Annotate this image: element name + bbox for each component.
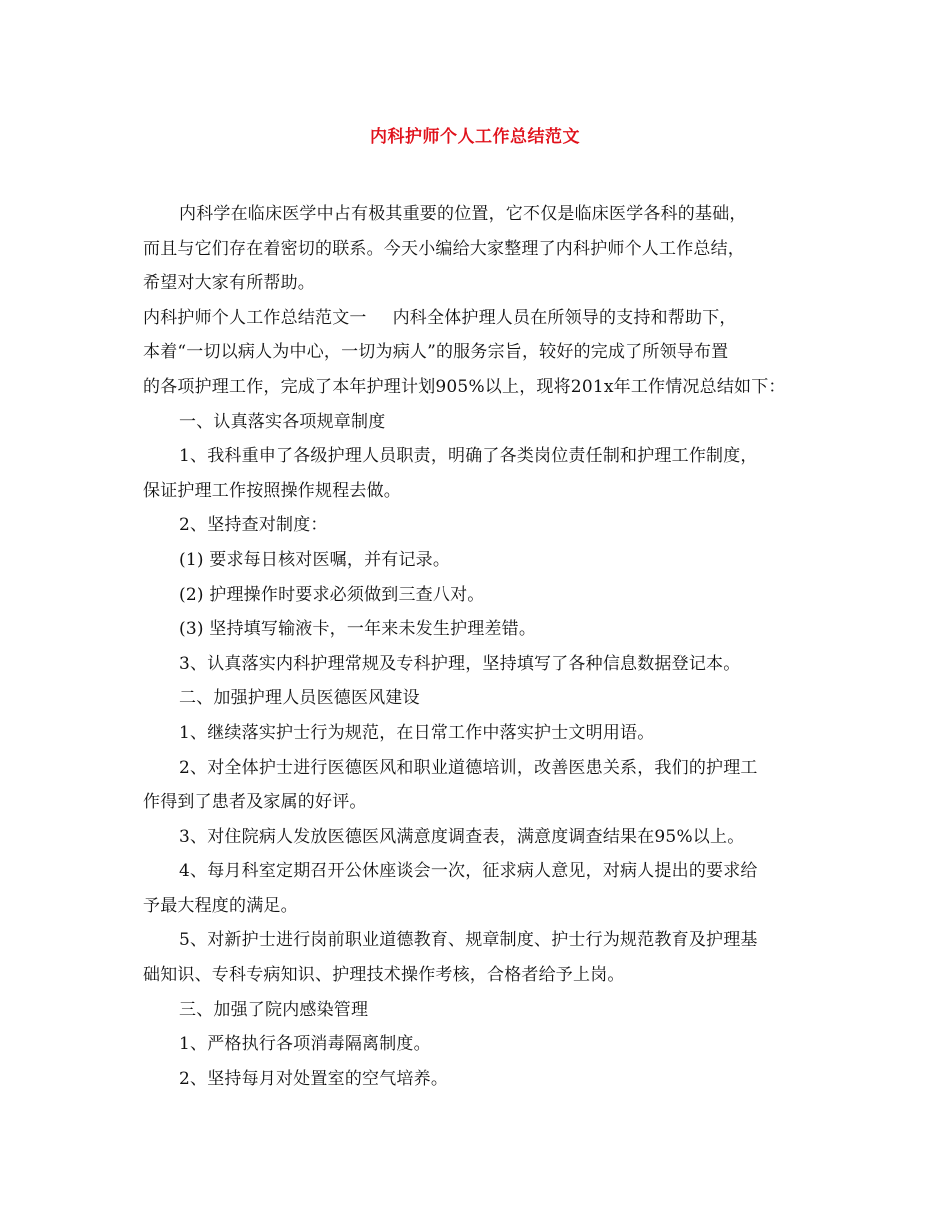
intro-line-1: 内科学在临床医学中占有极其重要的位置，它不仅是临床医学各科的基础， [179,204,747,224]
section-heading: 二、加强护理人员医德医风建设 [179,688,420,709]
subtitle-text: 内科护师个人工作总结范文一 [143,307,367,328]
list-item-continuation: 作得到了患者及家属的好评。 [143,792,367,813]
intro-line-3: 希望对大家有所帮助。 [143,273,315,294]
list-item: 5、对新护士进行岗前职业道德教育、规章制度、护士行为规范教育及护理基 [179,930,758,951]
list-item: 2、对全体护士进行医德医风和职业道德培训，改善医患关系，我们的护理工 [179,757,758,778]
list-item-continuation: 础知识、专科专病知识、护理技术操作考核，合格者给予上岗。 [143,965,625,986]
list-item: 3、对住院病人发放医德医风满意度调查表，满意度调查结果在95%以上。 [179,826,745,847]
list-item: 2、坚持每月对处置室的空气培养。 [179,1068,449,1089]
list-item-continuation: 予最大程度的满足。 [143,895,298,916]
paragraph-line: 本着“一切以病人为中心，一切为病人”的服务宗旨，较好的完成了所领导布置 [143,342,729,363]
section-heading: 一、认真落实各项规章制度 [179,411,386,432]
list-item: 4、每月科室定期召开公休座谈会一次，征求病人意见，对病人提出的要求给 [179,861,758,882]
sub-list-item: (2) 护理操作时要求必须做到三查八对。 [179,584,485,605]
paragraph-line: 的各项护理工作，完成了本年护理计划905%以上，现将201x年工作情况总结如下： [143,376,786,397]
list-item-continuation: 保证护理工作按照操作规程去做。 [143,480,401,501]
paragraph-start-text: 内科全体护理人员在所领导的支持和帮助下， [392,307,737,328]
list-item: 2、坚持查对制度： [179,515,328,536]
sub-list-item: (3) 坚持填写输液卡，一年来未发生护理差错。 [179,619,537,640]
section-heading-line [143,301,823,336]
intro-line-2: 而且与它们存在着密切的联系。今天小编给大家整理了内科护师个人工作总结， [143,238,745,259]
sub-list-item: (1) 要求每日核对医嘱，并有记录。 [179,549,451,570]
section-heading: 三、加强了院内感染管理 [179,999,369,1020]
document-title: 内科护师个人工作总结范文 [370,127,580,147]
list-item: 1、继续落实护士行为规范，在日常工作中落实护士文明用语。 [179,722,655,743]
list-item: 3、认真落实内科护理常规及专科护理，坚持填写了各种信息数据登记本。 [179,653,741,674]
list-item: 1、严格执行各项消毒隔离制度。 [179,1034,431,1055]
document-body [143,197,823,1096]
list-item: 1、我科重申了各级护理人员职责，明确了各类岗位责任制和护理工作制度， [179,446,758,467]
